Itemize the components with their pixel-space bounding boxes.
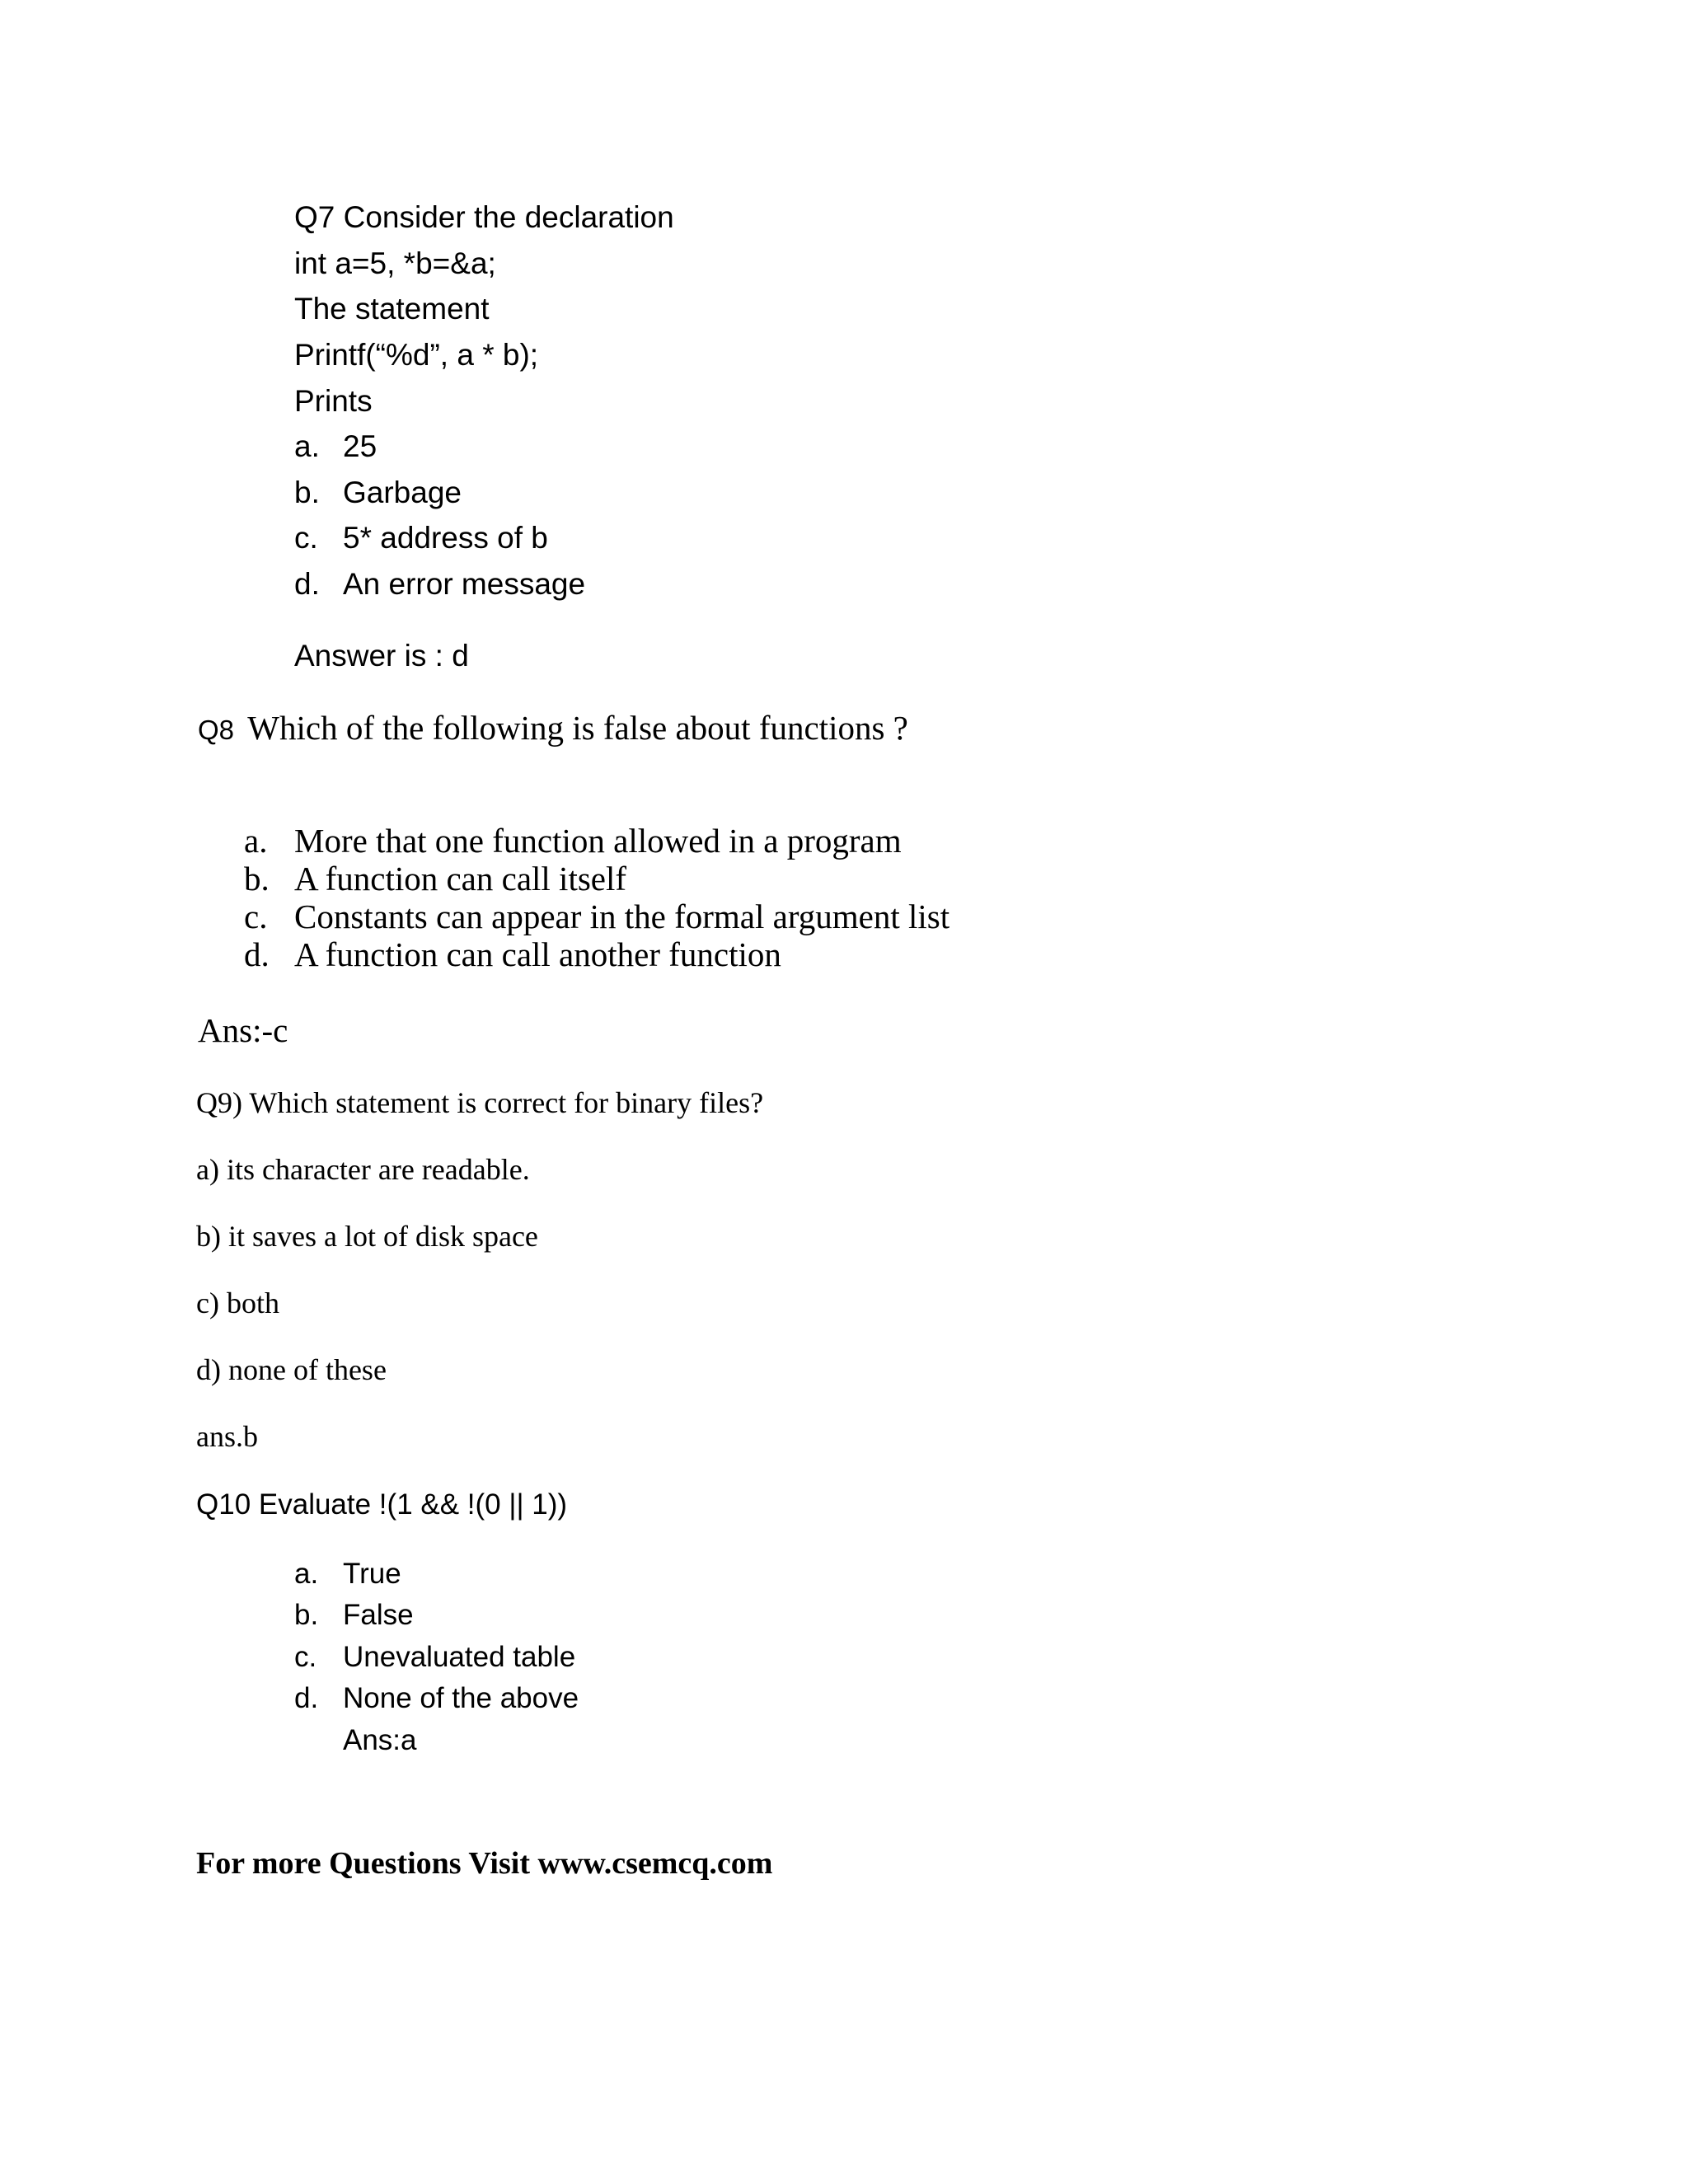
q9-question: Q9) Which statement is correct for binary files?: [196, 1086, 764, 1119]
q10-question: Q10 Evaluate !(1 && !(0 || 1)): [196, 1488, 568, 1521]
option-text: A function can call itself: [294, 860, 627, 898]
q9-option-b: b) it saves a lot of disk space: [196, 1220, 538, 1253]
option-letter: a.: [294, 1558, 319, 1590]
option-letter: b.: [294, 1599, 319, 1631]
footer-visit-text: For more Questions Visit www.csemcq.com: [196, 1846, 773, 1881]
q7-answer: Answer is : d: [294, 639, 469, 673]
option-letter: a.: [294, 429, 320, 463]
option-text: 5* address of b: [343, 521, 548, 555]
option-letter: c.: [294, 1641, 317, 1673]
option-text: False: [343, 1599, 414, 1631]
option-text: 25: [343, 429, 377, 463]
q8-number: Q8: [198, 715, 235, 745]
option-letter: d.: [294, 1682, 319, 1714]
option-text: Unevaluated table: [343, 1641, 576, 1673]
q9-option-d: d) none of these: [196, 1353, 387, 1386]
option-letter: d.: [244, 935, 270, 973]
q7-prints-label: Prints: [294, 384, 373, 418]
q10-answer: Ans:a: [343, 1724, 417, 1756]
option-text: A function can call another function: [294, 935, 781, 973]
q7-printf-code: Printf(“%d”, a * b);: [294, 338, 539, 372]
q8-answer: Ans:-c: [198, 1011, 288, 1049]
q8-question: Which of the following is false about functions ?: [247, 709, 908, 747]
q7-statement-label: The statement: [294, 292, 490, 326]
option-text: Garbage: [343, 476, 462, 509]
option-letter: b.: [294, 476, 320, 509]
option-text: None of the above: [343, 1682, 579, 1714]
option-text: True: [343, 1558, 401, 1590]
q7-title: Q7 Consider the declaration: [294, 200, 674, 234]
q7-declaration: int a=5, *b=&a;: [294, 246, 496, 280]
q8-title: [198, 711, 908, 745]
q9-option-a: a) its character are readable.: [196, 1153, 530, 1186]
option-text: Constants can appear in the formal argument list: [294, 898, 950, 935]
option-letter: a.: [244, 822, 268, 860]
q9-answer: ans.b: [196, 1420, 258, 1453]
option-letter: b.: [244, 860, 270, 898]
option-letter: c.: [294, 521, 318, 555]
option-text: More that one function allowed in a program: [294, 822, 902, 860]
q9-option-c: c) both: [196, 1286, 279, 1319]
option-letter: c.: [244, 898, 268, 935]
option-text: An error message: [343, 567, 586, 601]
option-letter: d.: [294, 567, 320, 601]
